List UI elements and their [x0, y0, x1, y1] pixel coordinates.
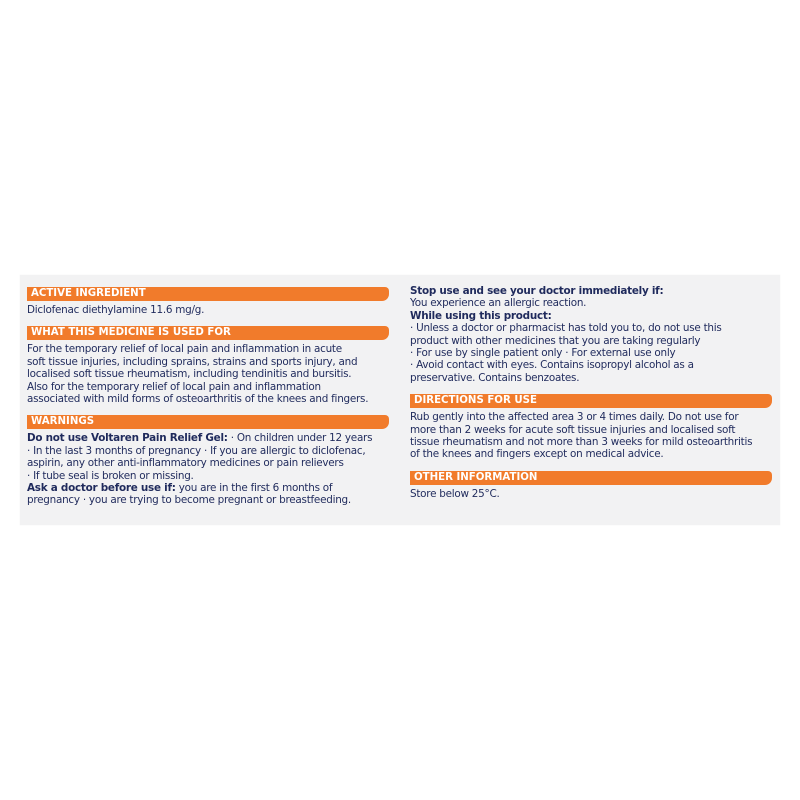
active-ingredient-heading: ACTIVE INGREDIENT	[27, 287, 389, 301]
active-ingredient-text: Diclofenac diethylamine 11.6 mg/g.	[27, 304, 205, 316]
stop-use-label: Stop use and see your doctor immediately if:	[410, 285, 664, 297]
other-information-heading: OTHER INFORMATION	[410, 471, 772, 485]
while-using-label: While using this product:	[410, 309, 552, 322]
ask-doctor-label: Ask a doctor before use if:	[27, 482, 176, 495]
stop-use-text: Stop use and see your doctor immediately if: You experience an allergic reaction. While using this product: · Unless a doctor or pharmacist has told you to, do not use this product with other medicines that you are taking regularly · For use by single patient only · For external use only · Avoid contact with eyes. Contains isopropyl alcohol as a preservative. Contains benzoates.	[410, 285, 772, 384]
left-column	[27, 287, 389, 507]
product-info-panel	[20, 275, 780, 525]
directions-text: Rub gently into the affected area 3 or 4 times daily. Do not use for more than 2 weeks for acute soft tissue injuries and localised soft tissue rheumatism and not more than 3 weeks for mild osteoarthritis of the knees and fingers except on medical advice.	[410, 411, 753, 461]
warnings-text: Do not use Voltaren Pain Relief Gel: · On children under 12 years · In the last 3 months of pregnancy · If you are allergic to diclofenac, aspirin, any other anti-inflammatory medicines or pain relievers · If tube seal is broken or missing. Ask a doctor before use if: you are in the first 6 months of pregnancy · you are trying to become pregnant or breastfeeding.	[27, 432, 373, 507]
directions-heading: DIRECTIONS FOR USE	[410, 394, 772, 408]
warnings-heading: WARNINGS	[27, 415, 389, 429]
other-information-text: Store below 25°C.	[410, 487, 500, 500]
used-for-heading: WHAT THIS MEDICINE IS USED FOR	[27, 326, 389, 340]
used-for-text: For the temporary relief of local pain and inflammation in acute soft tissue injuries, including sprains, strains and sports injury, and localised soft tissue rheumatism, including tendinitis and bursitis. Also for the temporary relief of local pain and inflammation associated with mild forms of osteoarthritis of the knees and fingers.	[27, 343, 369, 406]
right-column	[410, 285, 772, 500]
do-not-use-label: Do not use Voltaren Pain Relief Gel:	[27, 432, 228, 445]
